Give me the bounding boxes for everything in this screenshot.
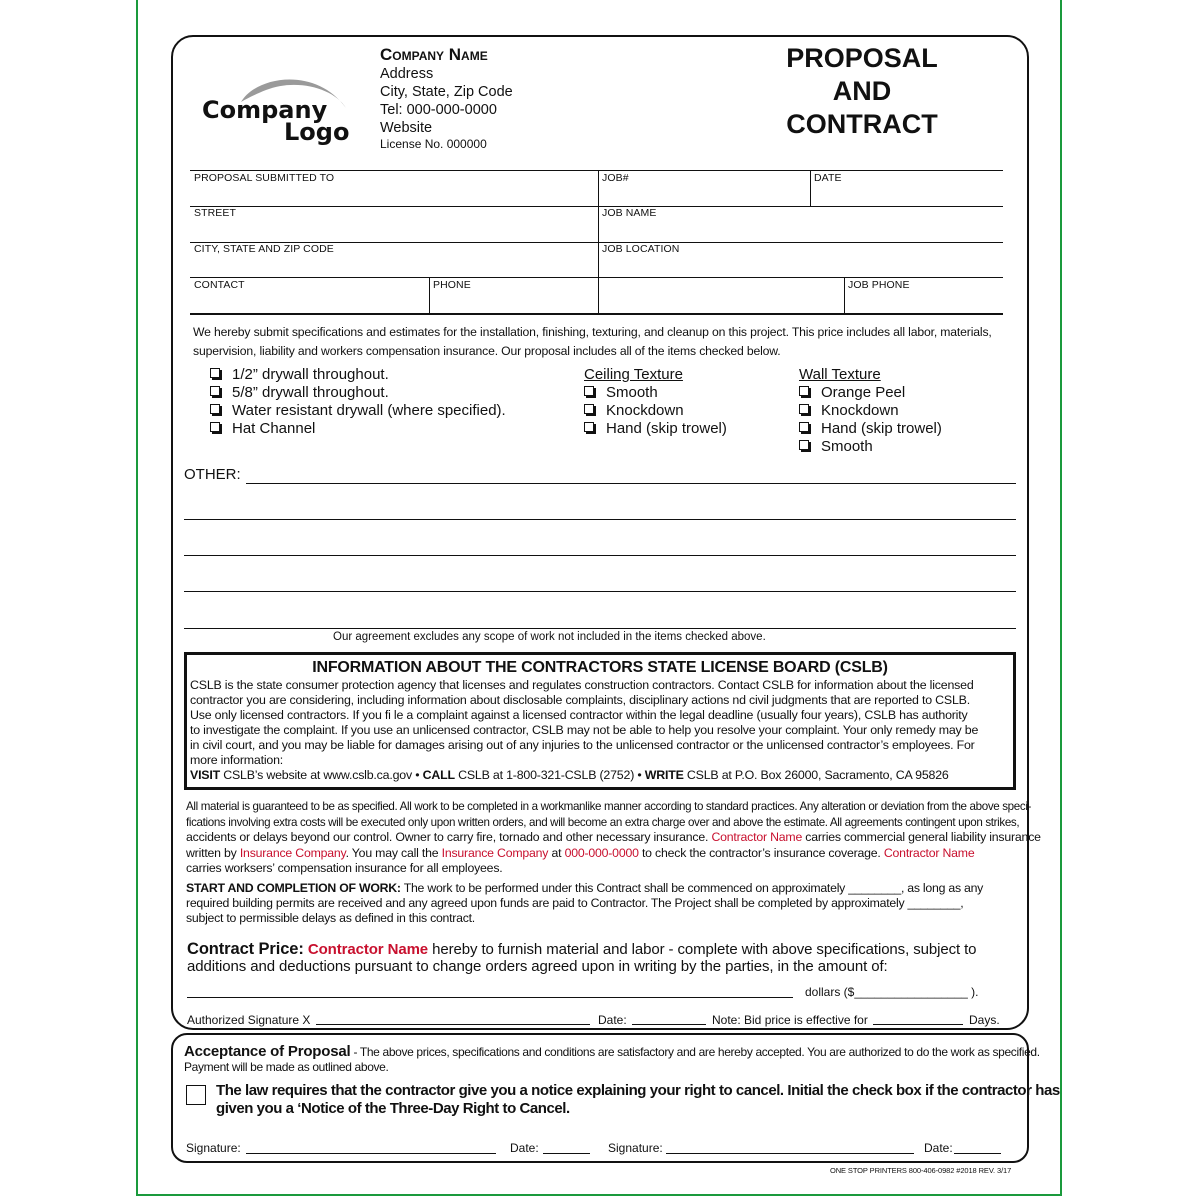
guarantee-text: at [548, 845, 565, 860]
guarantee-text: carries commercial general liability insurance [802, 830, 1041, 844]
date-2-line[interactable] [954, 1153, 1001, 1154]
wall-option-orange-peel[interactable] [799, 384, 905, 401]
option-label: Knockdown [606, 402, 684, 419]
other-line[interactable] [246, 483, 1016, 484]
field-street[interactable]: STREET [194, 207, 237, 219]
ceiling-option-hand[interactable] [584, 420, 727, 437]
option-label: 1/2” drywall throughout. [232, 366, 389, 383]
start-completion-line: subject to permissible delays as defined in this contract. [186, 911, 475, 925]
ceiling-option-smooth[interactable] [584, 384, 658, 401]
authorized-signature-line[interactable] [316, 1024, 590, 1025]
cslb-heading: INFORMATION ABOUT THE CONTRACTORS STATE LICENSE BOARD (CSLB) [312, 659, 888, 676]
intro-paragraph [193, 323, 992, 361]
title-line2: AND [832, 76, 892, 106]
checkbox-icon[interactable] [584, 422, 594, 432]
authorized-signature-label: Authorized Signature X [187, 1013, 311, 1027]
signature-2-line[interactable] [666, 1153, 914, 1154]
company-logo [196, 68, 350, 148]
option-label: Smooth [821, 438, 873, 455]
start-completion-paragraph [186, 881, 983, 926]
acceptance-line [184, 1044, 1040, 1060]
title-line1: PROPOSAL [786, 43, 938, 73]
cslb-body [190, 678, 1012, 783]
checkbox-icon[interactable] [210, 386, 220, 396]
field-grid-line [190, 277, 1003, 278]
field-city-state-zip[interactable]: CITY, STATE AND ZIP CODE [194, 243, 334, 255]
cslb-line: in civil court, and you may be liable for damages arising out of any injuries to the unlicensed contractor or the unlicensed contractor’s employees. For [190, 738, 975, 752]
guarantee-text: . You may call the [345, 845, 442, 860]
start-completion-label: START AND COMPLETION OF WORK: [186, 881, 401, 895]
call-text: CSLB at 1-800-321-CSLB (2752) • [454, 768, 645, 782]
company-website: Website [380, 120, 433, 136]
field-grid-line [190, 206, 1003, 207]
checkbox-icon[interactable] [584, 404, 594, 414]
exclusion-note: Our agreement excludes any scope of work not included in the items checked above. [333, 631, 766, 643]
authorized-date-label: Date: [598, 1013, 627, 1027]
cslb-line: Use only licensed contractors. If you fi le a complaint against a licensed contractor within the legal deadline (usually four years), CSLB has authority [190, 708, 968, 722]
field-grid-bottom-line [190, 313, 1003, 315]
company-name: Company Name [380, 45, 488, 64]
cslb-line: more information: [190, 753, 284, 767]
insurance-phone: 000-000-0000 [564, 845, 639, 860]
acceptance-paragraph [184, 1044, 1040, 1075]
cancel-notice-line: given you a ‘Notice of the Three-Day Right to Cancel. [216, 1100, 570, 1117]
option-hat-channel[interactable] [210, 420, 315, 437]
ceiling-option-knockdown[interactable] [584, 402, 684, 419]
visit-text: CSLB’s website at www.cslb.ca.gov • [219, 768, 423, 782]
intro-line: supervision, liability and workers compensation insurance. Our proposal includes all of the items checked below. [193, 344, 781, 358]
field-date[interactable]: DATE [814, 172, 842, 184]
wall-option-hand[interactable] [799, 420, 942, 437]
contract-price-label: Contract Price: [187, 940, 304, 958]
wall-option-smooth[interactable] [799, 438, 873, 455]
checkbox-icon[interactable] [584, 386, 594, 396]
start-completion-line: required building permits are received and any agreed upon funds are paid to Contractor. The Project shall be completed by approximately ________, [186, 896, 964, 910]
cslb-contact-line [190, 768, 1012, 783]
write-label: WRITE [644, 768, 684, 782]
date-1-line[interactable] [543, 1153, 590, 1154]
cancel-notice-line: The law requires that the contractor give you a notice explaining your right to cancel. Initial the check box if the contractor has [216, 1082, 1060, 1099]
dollars-field[interactable]: dollars ($_________________ ). [805, 985, 979, 999]
field-job-number[interactable]: JOB# [602, 172, 629, 184]
option-label: Hand (skip trowel) [606, 420, 727, 437]
checkbox-icon[interactable] [210, 404, 220, 414]
visit-label: VISIT [190, 768, 220, 782]
signature-2-label: Signature: [608, 1141, 663, 1155]
field-grid-divider [844, 277, 845, 313]
field-grid-divider [598, 170, 599, 313]
document-title [772, 42, 952, 141]
option-label: Knockdown [821, 402, 899, 419]
field-grid-top-line [190, 170, 1003, 171]
field-phone[interactable]: PHONE [433, 279, 471, 291]
other-line[interactable] [184, 628, 1016, 629]
guarantee-text: accidents or delays beyond our control. Owner to carry fire, tornado and other necessary insurance. [186, 830, 712, 844]
contractor-name: Contractor Name [307, 941, 429, 958]
signature-1-label: Signature: [186, 1141, 241, 1155]
start-completion-line [186, 881, 983, 896]
field-proposal-submitted-to[interactable]: PROPOSAL SUBMITTED TO [194, 172, 335, 184]
option-drywall-half[interactable] [210, 366, 389, 383]
company-address: Address [380, 66, 434, 82]
authorized-date-line[interactable] [632, 1024, 706, 1025]
checkbox-icon[interactable] [799, 386, 809, 396]
contract-price-text: hereby to furnish material and labor - complete with above specifications, subject to [428, 941, 977, 958]
title-line3: CONTRACT [786, 109, 938, 139]
acceptance-line: Payment will be made as outlined above. [184, 1060, 389, 1074]
field-job-phone[interactable]: JOB PHONE [848, 279, 910, 291]
other-line[interactable] [184, 519, 1016, 520]
acceptance-label: Acceptance of Proposal [184, 1043, 351, 1060]
other-line[interactable] [184, 555, 1016, 556]
cancel-notice-text [216, 1082, 1060, 1118]
logo-text-line1: Company [202, 96, 328, 124]
logo-text-line2: Logo [284, 118, 350, 146]
guarantee-line: fications involving extra costs will be executed only upon written orders, and will become an extra charge over and above the estimate. All agreements contingent upon strikes, [186, 815, 1020, 829]
signature-1-line[interactable] [246, 1153, 496, 1154]
option-label: Hand (skip trowel) [821, 420, 942, 437]
cslb-line: CSLB is the state consumer protection agency that licenses and regulates construction contractors. Contact CSLB for information about the licensed [190, 678, 974, 692]
checkbox-icon[interactable] [799, 422, 809, 432]
option-label: Water resistant drywall (where specified). [232, 402, 506, 419]
option-label: Hat Channel [232, 420, 316, 437]
contractor-name: Contractor Name [883, 845, 975, 860]
bid-days-line[interactable] [873, 1024, 963, 1025]
write-text: CSLB at P.O. Box 26000, Sacramento, CA 95826 [683, 768, 949, 782]
field-job-location[interactable]: JOB LOCATION [602, 243, 680, 255]
other-label: OTHER: [184, 466, 241, 483]
wall-option-knockdown[interactable] [799, 402, 899, 419]
field-job-name[interactable]: JOB NAME [602, 207, 657, 219]
option-label: 5/8” drywall throughout. [232, 384, 389, 401]
guarantee-paragraph [186, 799, 1041, 877]
contractor-name: Contractor Name [711, 830, 803, 844]
company-license: License No. 000000 [380, 137, 487, 151]
start-completion-text: The work to be performed under this Contract shall be commenced on approximately ________, as long as any [400, 881, 984, 895]
cslb-line: contractor you are considering, including information about disclosable complaints, disciplinary actions nd civil judgments that are reported to CSLB. [190, 693, 970, 707]
date-2-label: Date: [924, 1141, 953, 1155]
guarantee-text: to check the contractor’s insurance coverage. [638, 845, 884, 860]
company-tel: Tel: 000-000-0000 [380, 102, 497, 118]
contract-price-line: additions and deductions pursuant to change orders agreed upon in writing by the parties, in the amount of: [187, 958, 888, 975]
field-grid-divider [429, 277, 430, 313]
guarantee-line: carries worksers’ compensation insurance for all employees. [186, 861, 503, 875]
option-label: Smooth [606, 384, 658, 401]
intro-line: We hereby submit specifications and estimates for the installation, finishing, texturing, and cleanup on this project. This price includes all labor, materials, [193, 325, 992, 339]
insurance-company: Insurance Company [441, 845, 549, 860]
checkbox-icon[interactable] [799, 440, 809, 450]
guarantee-line [186, 830, 1041, 846]
bid-note-label: Note: Bid price is effective for [712, 1013, 868, 1027]
guarantee-line [186, 846, 1041, 862]
field-grid-divider [810, 170, 811, 206]
company-city: City, State, Zip Code [380, 84, 513, 100]
option-drywall-five-eighths[interactable] [210, 384, 389, 401]
days-label: Days. [969, 1013, 1000, 1027]
date-1-label: Date: [510, 1141, 539, 1155]
checkbox-icon[interactable] [799, 404, 809, 414]
cslb-line: to investigate the complaint. If you use an unlicensed contractor, CSLB may not be able to help you resolve your complaint. Your only remedy may be [190, 723, 979, 737]
contract-price-line [187, 941, 976, 958]
wall-texture-heading: Wall Texture [799, 366, 881, 383]
amount-line[interactable] [187, 997, 793, 998]
option-label: Orange Peel [821, 384, 906, 401]
acceptance-text: - The above prices, specifications and conditions are satisfactory and are hereby accepted. You are authorized to do the work as specified. [350, 1045, 1040, 1059]
insurance-company: Insurance Company [239, 845, 346, 860]
cancel-notice-checkbox[interactable] [186, 1085, 206, 1105]
checkbox-icon[interactable] [210, 422, 220, 432]
call-label: CALL [422, 768, 455, 782]
guarantee-text: written by [186, 845, 240, 860]
footer-printer-info: ONE STOP PRINTERS 800-406-0982 #2018 REV. 3/17 [830, 1166, 1012, 1175]
contract-price-paragraph [187, 941, 976, 975]
option-water-resistant[interactable] [210, 402, 506, 419]
other-line[interactable] [184, 591, 1016, 592]
ceiling-texture-heading: Ceiling Texture [584, 366, 683, 383]
field-contact[interactable]: CONTACT [194, 279, 245, 291]
guarantee-line: All material is guaranteed to be as specified. All work to be completed in a workmanlike manner according to standard practices. Any alteration or deviation from the above speci- [186, 800, 1032, 813]
checkbox-icon[interactable] [210, 368, 220, 378]
